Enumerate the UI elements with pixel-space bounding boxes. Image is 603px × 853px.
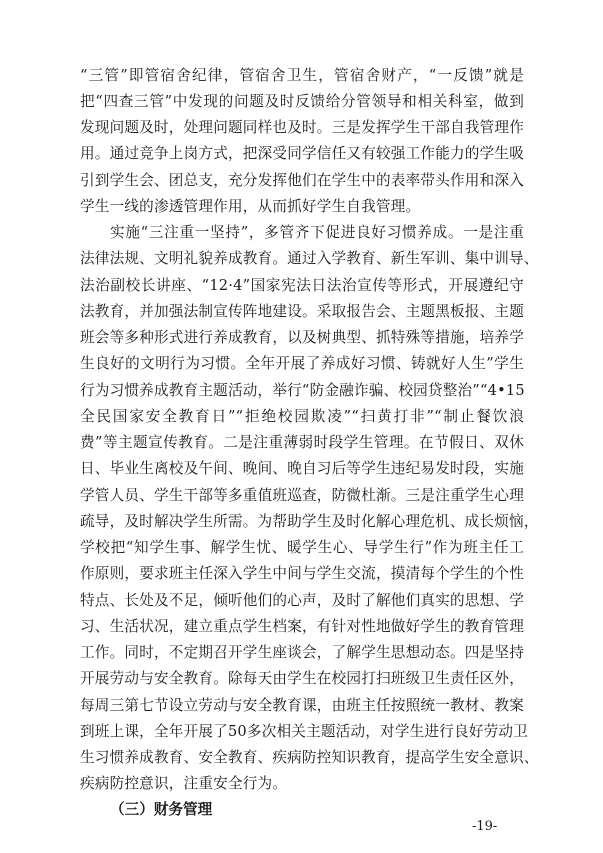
body-line: 行为习惯养成教育主题活动，举行“防金融诈骗、校园贷整治”“4•15 — [80, 382, 525, 399]
body-line: 把“四查三管”中发现的问题及时反馈给分管领导和相关科室，做到 — [80, 93, 524, 110]
section-heading: （三）财务管理 — [110, 801, 213, 818]
page-number: -19- — [472, 819, 498, 834]
body-line: 作原则，要求班主任深入学生中间与学生交流，摸清每个学生的个性 — [80, 565, 524, 582]
body-line: 学校把“知学生事、解学生忧、暖学生心、导学生行”作为班主任工 — [80, 539, 524, 556]
paragraph-first-line: 实施“三注重一坚持”，多管齐下促进良好习惯养成。一是注重 — [110, 224, 524, 241]
body-line: 班会等多种形式进行养成教育，以及树典型、抓特殊等措施，培养学 — [80, 329, 524, 346]
body-line: 用。通过竞争上岗方式，把深受同学信任又有较强工作能力的学生吸 — [80, 145, 524, 162]
body-line: 引到学生会、团总支，充分发挥他们在学生中的表率带头作用和深入 — [80, 172, 524, 189]
body-line: 学管人员、学生干部等多重值班巡查，防微杜渐。三是注重学生心理 — [80, 487, 524, 504]
body-line: 习、生活状况，建立重点学生档案，有针对性地做好学生的教育管理 — [80, 618, 524, 635]
body-line: “三管”即管宿舍纪律，管宿舍卫生，管宿舍财产，“一反馈”就是 — [80, 67, 524, 84]
body-line: 疏导，及时解决学生所需。为帮助学生及时化解心理危机、成长烦恼， — [80, 513, 539, 530]
body-line: 开展劳动与安全教育。除每天由学生在校园打扫班级卫生责任区外， — [80, 670, 524, 687]
body-line: 法治副校长讲座、“12·4”国家宪法日法治宣传等形式，开展遵纪守 — [80, 277, 524, 294]
body-line: 疾病防控意识，注重安全行为。 — [80, 775, 288, 792]
body-line: 生良好的文明行为习惯。全年开展了养成好习惯、铸就好人生”学生 — [80, 355, 524, 372]
body-line: 发现问题及时，处理问题同样也及时。三是发挥学生干部自我管理作 — [80, 119, 524, 136]
body-line: 每周三第七节设立劳动与安全教育课，由班主任按照统一教材、教案 — [80, 697, 524, 714]
body-line: 费”等主题宣传教育。二是注重薄弱时段学生管理。在节假日、双休 — [80, 434, 524, 451]
body-line: 学生一线的渗透管理作用，从而抓好学生自我管理。 — [80, 198, 421, 215]
body-line: 特点、长处及不足，倾听他们的心声，及时了解他们真实的思想、学 — [80, 592, 524, 609]
body-line: 生习惯养成教育、安全教育、疾病防控知识教育，提高学生安全意识、 — [80, 749, 539, 766]
body-line: 日、毕业生离校及午间、晚间、晚自习后等学生违纪易发时段，实施 — [80, 460, 524, 477]
body-line: 法律法规、文明礼貌养成教育。通过入学教育、新生军训、集中训导、 — [80, 250, 539, 267]
body-line: 全民国家安全教育日”“拒绝校园欺凌”“扫黄打非”“制止餐饮浪 — [80, 408, 524, 425]
body-line: 到班上课，全年开展了50多次相关主题活动，对学生进行良好劳动卫 — [80, 723, 528, 740]
body-line: 法教育，并加强法制宣传阵地建设。采取报告会、主题黑板报、主题 — [80, 303, 524, 320]
body-line: 工作。同时，不定期召开学生座谈会，了解学生思想动态。四是坚持 — [80, 644, 524, 661]
